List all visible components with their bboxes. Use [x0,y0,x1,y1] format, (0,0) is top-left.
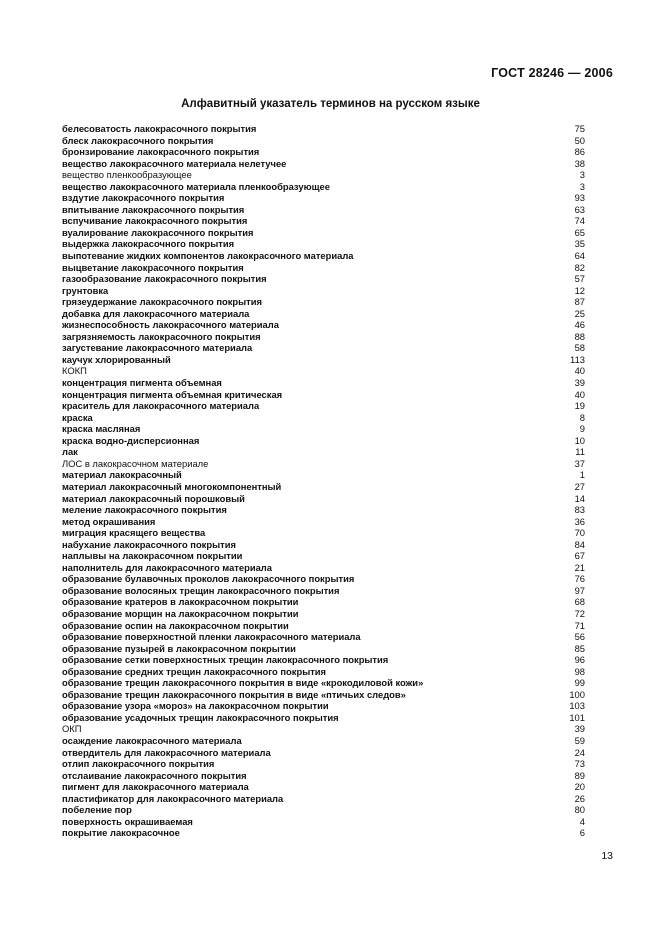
index-entry [62,666,585,678]
entry-term: образование узора «мороз» на лакокрасочном покрытии [62,700,329,712]
page-number: 13 [601,850,613,862]
entry-number: 50 [574,134,585,146]
entry-number: 12 [574,284,585,296]
entry-number: 100 [569,688,585,700]
entry-term: наплывы на лакокрасочном покрытии [62,550,243,562]
entry-number: 57 [574,273,585,285]
index-entry [62,262,585,274]
entry-term: лак [62,446,78,458]
index-entry [62,585,585,597]
entry-number: 25 [574,307,585,319]
entry-term: краситель для лакокрасочного материала [62,400,260,412]
index-entry [62,123,585,135]
entry-number: 80 [574,804,585,816]
index-entry [62,562,585,574]
entry-number: 27 [574,480,585,492]
entry-number: 83 [574,504,585,516]
index-entry [62,158,585,170]
entry-term: образование волосяных трещин лакокрасочного покрытия [62,584,340,596]
entry-term: вещество пленкообразующее [62,169,192,181]
index-entry [62,169,585,181]
entry-number: 20 [574,781,585,793]
entry-number: 56 [574,631,585,643]
entry-term: наполнитель для лакокрасочного материала [62,561,272,573]
entry-term: образование оспин на лакокрасочном покрытии [62,619,289,631]
entry-number: 75 [574,123,585,134]
entry-number: 97 [574,584,585,596]
index-entry [62,446,585,458]
entry-number: 6 [579,827,585,839]
index-entry [62,181,585,193]
entry-term: белесоватость лакокрасочного покрытия [62,123,257,134]
entry-term: КОКП [62,365,87,377]
entry-number: 86 [574,146,585,158]
entry-term: загустевание лакокрасочного материала [62,342,253,354]
index-entry [62,712,585,724]
entry-term: набухание лакокрасочного покрытия [62,538,236,550]
index-entry [62,735,585,747]
entry-term: бронзирование лакокрасочного покрытия [62,146,260,158]
entry-number: 63 [574,203,585,215]
entry-number: 103 [569,700,585,712]
entry-number: 71 [574,619,585,631]
entry-number: 19 [574,400,585,412]
index-entry [62,596,585,608]
entry-number: 3 [579,180,585,192]
entry-term: вздутие лакокрасочного покрытия [62,192,225,204]
entry-term: поверхность окрашиваемая [62,815,193,827]
entry-number: 59 [574,734,585,746]
index-entry [62,493,585,505]
entry-term: впитывание лакокрасочного покрытия [62,203,245,215]
index-entry [62,758,585,770]
entry-term: образование морщин на лакокрасочном покрытии [62,607,299,619]
index-entry [62,458,585,470]
index-entry [62,365,585,377]
entry-term: добавка для лакокрасочного материала [62,307,250,319]
entry-number: 36 [574,515,585,527]
entry-number: 93 [574,192,585,204]
entry-term: образование пузырей в лакокрасочном покрытии [62,642,296,654]
entry-number: 113 [570,353,585,365]
index-entry [62,331,585,343]
index-entry [62,308,585,320]
entry-term: грязеудержание лакокрасочного покрытия [62,296,262,308]
index-entry [62,700,585,712]
entry-term: вещество лакокрасочного материала пленкообразующее [62,180,330,192]
entry-number: 85 [574,642,585,654]
entry-number: 39 [574,723,585,735]
entry-term: отслаивание лакокрасочного покрытия [62,769,247,781]
entry-number: 58 [574,342,585,354]
entry-number: 99 [574,677,585,689]
entry-number: 11 [575,446,585,458]
entry-number: 76 [574,573,585,585]
entry-number: 64 [574,250,585,262]
index-entry [62,631,585,643]
entry-term: краска водно-дисперсионная [62,434,200,446]
standard-designation: ГОСТ 28246 — 2006 [491,66,613,80]
entry-number: 98 [574,665,585,677]
index-entry [62,146,585,158]
entry-term: пигмент для лакокрасочного материала [62,781,249,793]
entry-term: отвердитель для лакокрасочного материала [62,746,271,758]
entry-term: материал лакокрасочный многокомпонентный [62,480,282,492]
entry-term: вспучивание лакокрасочного покрытия [62,215,248,227]
index-entry [62,747,585,759]
entry-number: 68 [574,596,585,608]
entry-term: выпотевание жидких компонентов лакокрасочного материала [62,250,354,262]
index-entry [62,389,585,401]
entry-number: 35 [574,238,585,250]
entry-number: 87 [574,296,585,308]
index-entry [62,516,585,528]
index-entry [62,770,585,782]
index-entry [62,296,585,308]
entry-number: 46 [574,319,585,331]
index-entry [62,192,585,204]
index-entry [62,793,585,805]
entry-term: покрытие лакокрасочное [62,827,180,839]
index-entry [62,620,585,632]
index-entry [62,608,585,620]
index-entry [62,135,585,147]
entry-number: 1 [579,469,585,481]
entry-term: образование кратеров в лакокрасочном покрытии [62,596,299,608]
entry-number: 4 [579,815,585,827]
index-entry [62,273,585,285]
index-entry [62,215,585,227]
entry-term: образование сетки поверхностных трещин лакокрасочного покрытия [62,654,389,666]
index-entry [62,804,585,816]
entry-term: концентрация пигмента объемная [62,377,222,389]
entry-number: 39 [574,377,585,389]
index-entry [62,654,585,666]
page-title: Алфавитный указатель терминов на русском языке [181,98,480,110]
entry-term: пластификатор для лакокрасочного материала [62,792,284,804]
entry-term: грунтовка [62,284,109,296]
entry-number: 8 [579,411,585,423]
index-entry [62,204,585,216]
entry-number: 21 [574,561,585,573]
entry-term: блеск лакокрасочного покрытия [62,134,214,146]
entry-number: 82 [574,261,585,273]
entry-term: выдержка лакокрасочного покрытия [62,238,235,250]
entry-term: осаждение лакокрасочного материала [62,734,242,746]
entry-term: материал лакокрасочный [62,469,182,481]
entry-term: каучук хлорированный [62,353,171,365]
entry-number: 37 [574,457,585,469]
entry-number: 40 [574,388,585,400]
entry-term: вуалирование лакокрасочного покрытия [62,226,254,238]
entry-term: краска [62,411,93,423]
entry-number: 96 [574,654,585,666]
entry-number: 9 [579,423,585,435]
entry-term: метод окрашивания [62,515,156,527]
entry-term: образование средних трещин лакокрасочного покрытия [62,665,327,677]
index-entry [62,377,585,389]
index-entry [62,319,585,331]
entry-number: 38 [574,157,585,169]
entry-term: ОКП [62,723,82,735]
index-entry [62,573,585,585]
entry-number: 89 [574,769,585,781]
index-entry [62,527,585,539]
entry-number: 40 [574,365,585,377]
entry-term: образование трещин лакокрасочного покрытия в виде «птичьих следов» [62,688,406,700]
entry-number: 14 [574,492,585,504]
index-entry [62,816,585,828]
index-entry [62,412,585,424]
index-entry [62,423,585,435]
entry-term: материал лакокрасочный порошковый [62,492,245,504]
index-entry [62,550,585,562]
entry-number: 84 [574,538,585,550]
entry-number: 3 [579,169,585,181]
entry-term: жизнеспособность лакокрасочного материала [62,319,279,331]
index-entry [62,539,585,551]
entry-number: 70 [574,527,585,539]
index-entry [62,285,585,297]
entry-term: газообразование лакокрасочного покрытия [62,273,267,285]
term-index [62,123,585,839]
entry-term: краска масляная [62,423,141,435]
index-entry [62,723,585,735]
entry-term: концентрация пигмента объемная критическая [62,388,283,400]
index-entry [62,504,585,516]
entry-term: выцветание лакокрасочного покрытия [62,261,244,273]
entry-number: 101 [569,711,585,723]
index-entry [62,227,585,239]
index-entry [62,481,585,493]
entry-number: 26 [574,792,585,804]
entry-term: побеление пор [62,804,132,816]
entry-number: 72 [574,607,585,619]
entry-term: загрязняемость лакокрасочного покрытия [62,330,261,342]
entry-number: 88 [574,330,585,342]
entry-term: миграция красящего вещества [62,527,206,539]
index-entry [62,781,585,793]
entry-term: образование усадочных трещин лакокрасочного покрытия [62,711,339,723]
entry-term: образование трещин лакокрасочного покрытия в виде «крокодиловой кожи» [62,677,424,689]
index-entry [62,400,585,412]
index-entry [62,677,585,689]
entry-term: ЛОС в лакокрасочном материале [62,457,209,469]
entry-number: 73 [574,758,585,770]
index-entry [62,342,585,354]
index-entry [62,643,585,655]
index-entry [62,250,585,262]
entry-number: 67 [574,550,585,562]
index-entry [62,469,585,481]
index-entry [62,435,585,447]
entry-term: образование булавочных проколов лакокрасочного покрытия [62,573,355,585]
entry-number: 74 [574,215,585,227]
index-entry [62,354,585,366]
entry-number: 65 [574,226,585,238]
entry-term: отлип лакокрасочного покрытия [62,758,215,770]
entry-term: меление лакокрасочного покрытия [62,504,227,516]
index-entry [62,689,585,701]
index-entry [62,238,585,250]
entry-number: 24 [574,746,585,758]
entry-term: вещество лакокрасочного материала нелетучее [62,157,287,169]
entry-number: 10 [574,434,585,446]
entry-term: образование поверхностной пленки лакокрасочного материала [62,631,361,643]
index-entry [62,827,585,839]
